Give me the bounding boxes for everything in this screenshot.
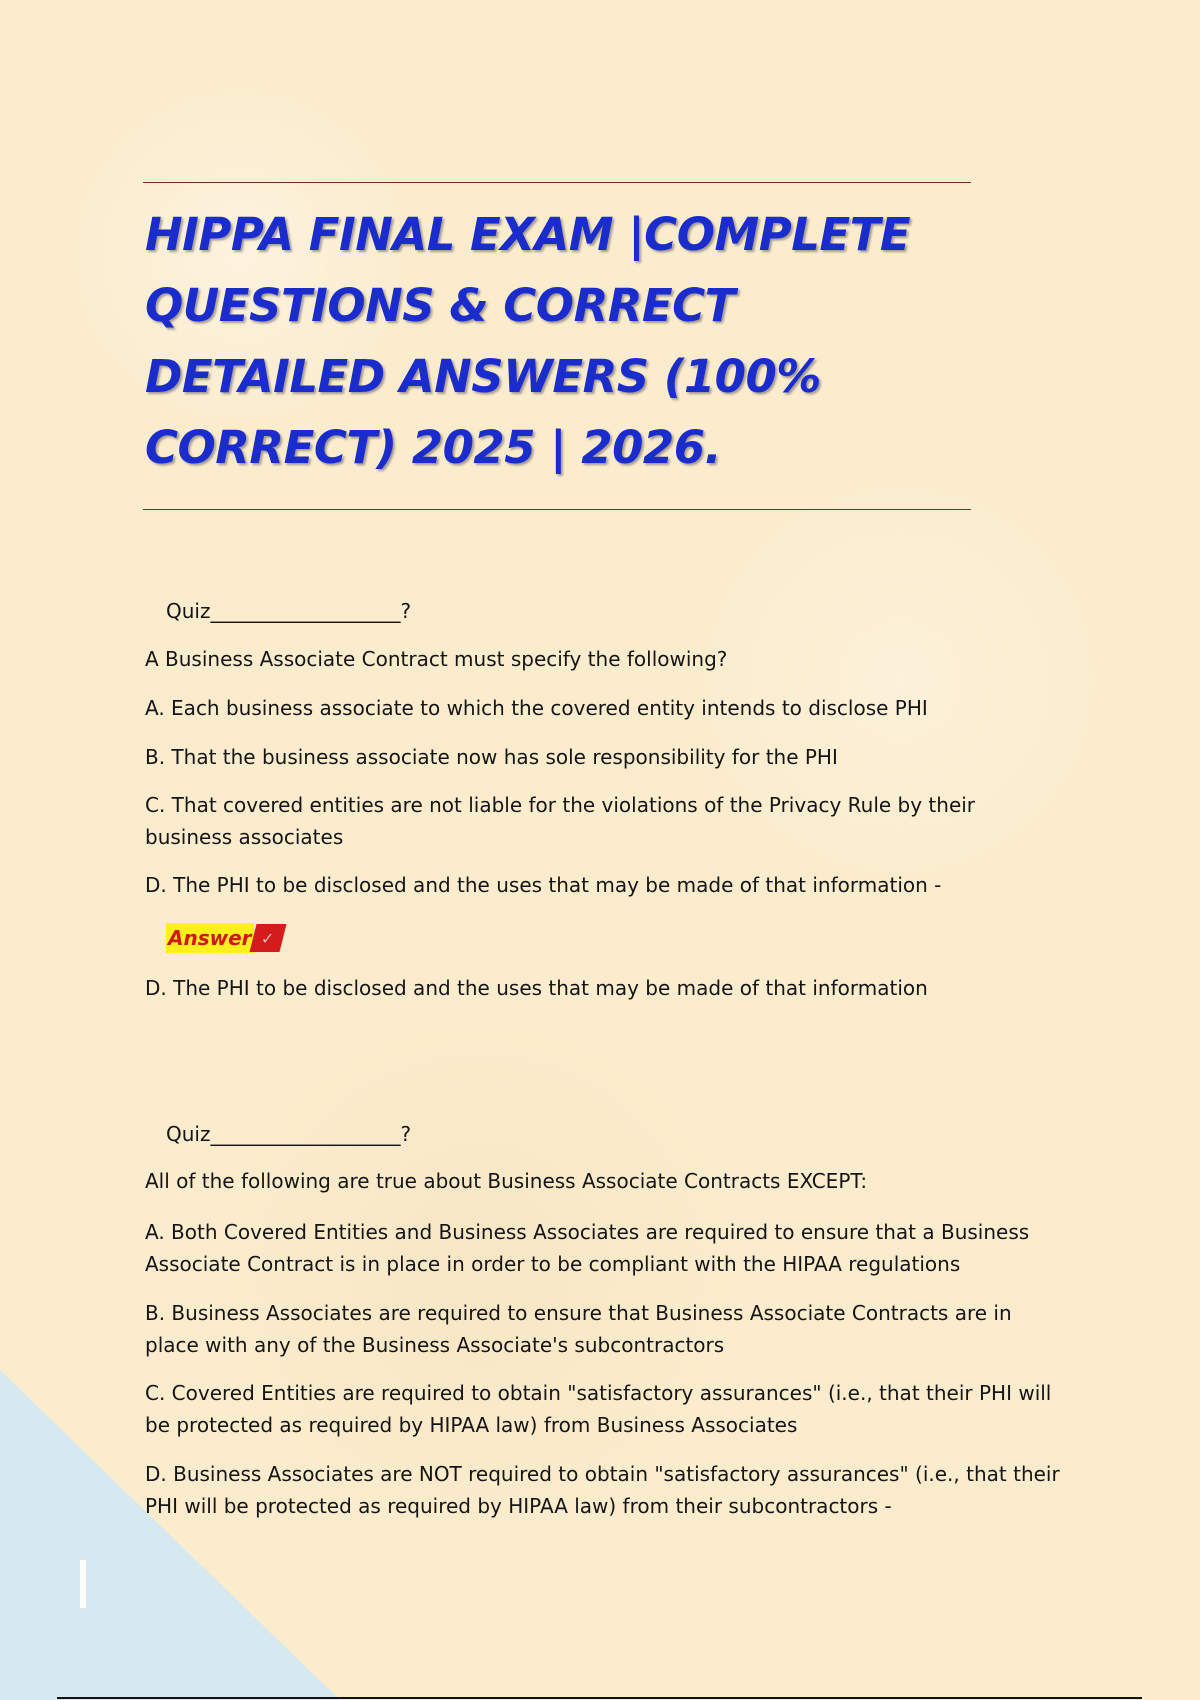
document-title: HIPPA FINAL EXAM |COMPLETE QUESTIONS & CORRECT DETAILED ANSWERS (100% CORRECT) 2025 | 2026. [145,208,911,474]
check-icon: ✓ [249,924,286,952]
option-c: C. Covered Entities are required to obtain "satisfactory assurances" (i.e., that their PHI will be protected as required by HIPAA law) from Business Associates [145,1381,1052,1437]
page-bottom-rule [57,1697,1142,1699]
option-d: D. The PHI to be disclosed and the uses that may be made of that information - [145,873,942,897]
option-b: B. Business Associates are required to ensure that Business Associate Contracts are in place with any of the Business Associate's subcontractors [145,1301,1012,1357]
option-a: A. Each business associate to which the covered entity intends to disclose PHI [145,696,928,720]
answer-text: D. The PHI to be disclosed and the uses that may be made of that information [145,976,928,1000]
title-bottom-rule [143,509,971,510]
title-top-rule [143,182,971,183]
answer-label: Answer [166,923,254,953]
option-a: A. Both Covered Entities and Business Associates are required to ensure that a Business Associate Contract is in place in order to be compliant with the HIPAA regulations [145,1220,1030,1276]
question-prompt: All of the following are true about Business Associate Contracts EXCEPT: [145,1169,868,1193]
option-d: D. Business Associates are NOT required to obtain "satisfactory assurances" (i.e., that their PHI will be protected as required by HIPAA law) from their subcontractors - [145,1462,1060,1518]
option-c: C. That covered entities are not liable for the violations of the Privacy Rule by their business associates [145,793,976,849]
quiz-label: Quiz___________________? [166,1122,412,1146]
corner-mark [80,1560,86,1608]
answer-badge [166,923,283,953]
option-b: B. That the business associate now has sole responsibility for the PHI [145,745,838,769]
question-prompt: A Business Associate Contract must specify the following? [145,647,728,671]
quiz-label: Quiz___________________? [166,599,412,623]
